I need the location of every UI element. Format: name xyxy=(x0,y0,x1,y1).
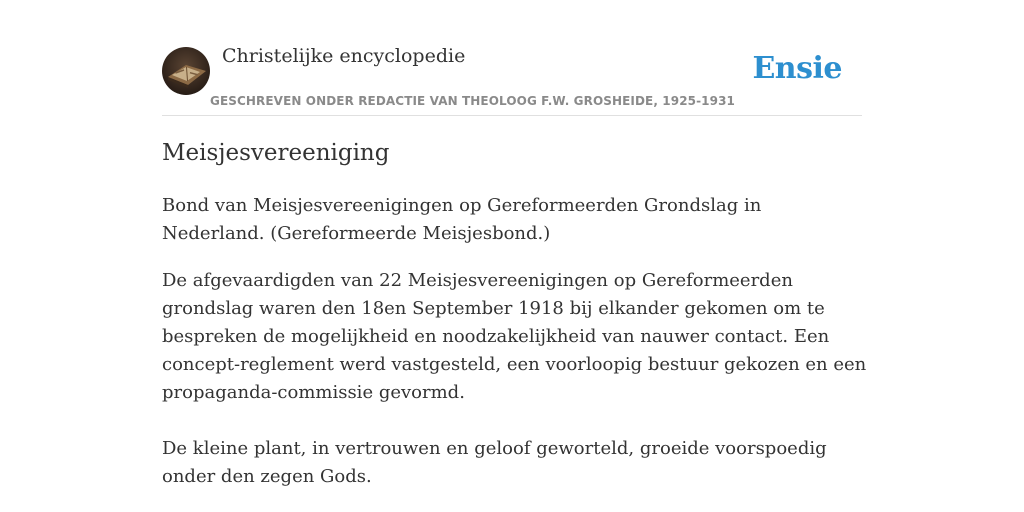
article-paragraph-3: De kleine plant, in vertrouwen en geloof geworteld, groeide voorspoedig onder den zegen Gods. xyxy=(162,438,827,487)
header-divider xyxy=(162,115,862,116)
book-photo-icon xyxy=(162,47,210,95)
article-paragraph-1: Bond van Meisjesvereenigingen op Gereformeerden Grondslag in Nederland. (Gereformeerde Meisjesbond.) xyxy=(162,195,762,244)
article-title: Meisjesvereeniging xyxy=(162,140,390,166)
site-title[interactable]: Christelijke encyclopedie xyxy=(222,45,466,67)
encyclopedia-avatar[interactable] xyxy=(162,47,210,95)
brand-logo[interactable]: Ensie xyxy=(752,51,842,86)
site-subtitle: GESCHREVEN ONDER REDACTIE VAN THEOLOOG F.W. GROSHEIDE, 1925-1931 xyxy=(210,94,735,108)
article-paragraph-2: De afgevaardigden van 22 Meisjesvereenigingen op Gereformeerden grondslag waren den 18en September 1918 bij elkander gekomen om te bespreken de mogelijkheid en noodzakelijkheid van nauwer contact. Een concept-reglement werd vastgesteld, een voorloopig bestuur gekozen en een propaganda-commissie gevormd. xyxy=(162,270,867,403)
